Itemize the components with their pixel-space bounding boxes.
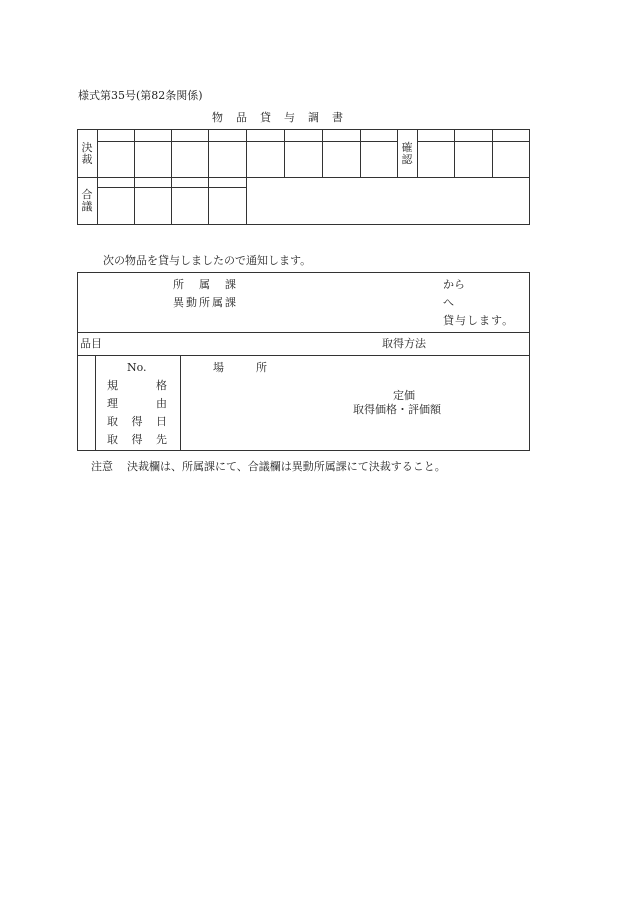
kessai-label: 決 裁 xyxy=(81,141,93,166)
shozoku-label: 所 属 課 xyxy=(173,278,238,291)
riyuu-label: 理 由 xyxy=(107,397,167,410)
kikaku-label: 規 格 xyxy=(107,379,167,392)
kakaku-label: 取得価格・評価額 xyxy=(353,403,441,416)
kakunin-label: 確 認 xyxy=(401,141,413,166)
taiyo-text: 貸与します。 xyxy=(443,314,515,327)
gougi-label: 合 議 xyxy=(81,188,93,213)
idou-label: 異動所属課 xyxy=(173,296,238,309)
basho-label: 場 所 xyxy=(213,361,267,374)
page-title: 物 品 貸 与 調 書 xyxy=(212,111,344,124)
teika-label: 定価 xyxy=(393,389,415,402)
note-text: 決裁欄は、所属課にて、合議欄は異動所属課にて決裁すること。 xyxy=(127,460,446,473)
shutokubi-label: 取 得 日 xyxy=(107,415,167,428)
notice-sentence: 次の物品を貸与しましたので通知します。 xyxy=(103,254,312,267)
hinmoku-label: 品目 xyxy=(80,337,102,350)
shutokusaki-label: 取 得 先 xyxy=(107,433,167,446)
he-text: へ xyxy=(443,296,454,309)
kara-text: から xyxy=(443,278,465,291)
form-number: 様式第35号(第82条関係) xyxy=(78,89,203,102)
note-prefix: 注意 xyxy=(91,460,113,473)
no-label: No. xyxy=(127,361,147,374)
shutoku-houhou-label: 取得方法 xyxy=(382,337,426,350)
